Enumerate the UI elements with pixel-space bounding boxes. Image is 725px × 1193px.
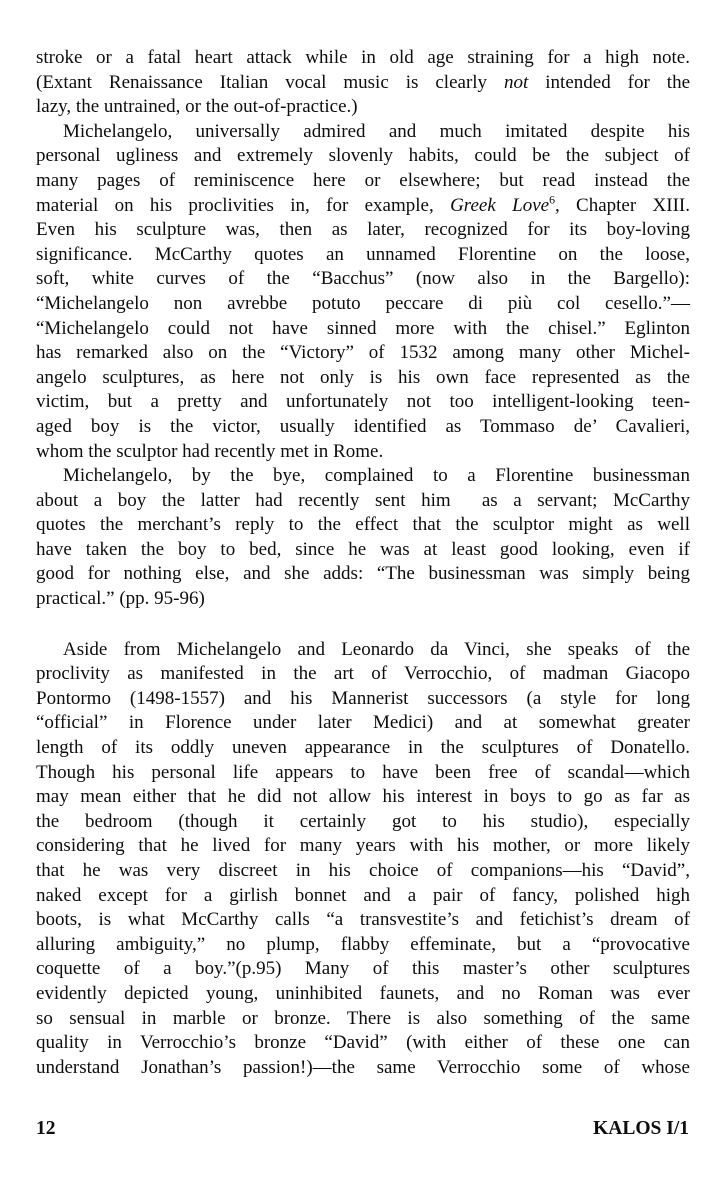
text-run: angelo sculptures, as here not only is his own face represented as the [36, 366, 690, 388]
text-run: Pontormo (1498-1557) and his Mannerist successors (a style for long [36, 687, 690, 709]
text-run: proclivity as manifested in the art of Verrocchio, of madman Giacopo [36, 663, 690, 685]
text-line [36, 933, 690, 958]
text-run: evidently depicted young, uninhibited faunets, and no Roman was ever [36, 982, 690, 1004]
text-line [36, 120, 690, 145]
text-line [36, 587, 690, 612]
text-run: significance. McCarthy quotes an unnamed Florentine on the loose, [36, 243, 690, 265]
text-run: so sensual in marble or bronze. There is also something of the same [36, 1007, 690, 1029]
text-line [36, 562, 690, 587]
text-run: has remarked also on the “Victory” of 1532 among many other Michel- [36, 342, 690, 364]
text-run: boots, is what McCarthy calls “a transvestite’s and fetichist’s dream of [36, 909, 690, 931]
text-run: considering that he lived for many years with his mother, or more likely [36, 835, 690, 857]
text-run: length of its oddly uneven appearance in the sculptures of Donatello. [36, 737, 690, 759]
text-run: quotes the merchant’s reply to the effect that the sculptor might as well [36, 514, 690, 536]
text-run: , Chapter XIII. [554, 194, 690, 216]
text-run: many pages of reminiscence here or elsewhere; but read instead the [36, 169, 690, 191]
text-line [36, 810, 690, 835]
text-line [36, 834, 690, 859]
text-run: aged boy is the victor, usually identified as Tommaso de’ Cavalieri, [36, 415, 690, 437]
text-run: understand Jonathan’s passion!)—the same Verrocchio some of whose [36, 1056, 690, 1078]
text-line [36, 785, 690, 810]
text-line [36, 687, 690, 712]
text-run: “Michelangelo non avrebbe potuto peccare di più col cesello.”— [36, 292, 690, 314]
text-line [36, 638, 690, 663]
text-line [36, 390, 690, 415]
text-run: Even his sculpture was, then as later, recognized for its boy-loving [36, 219, 690, 241]
text-run: the bedroom (though it certainly got to his studio), especially [36, 810, 690, 832]
text-run: Aside from Michelangelo and Leonardo da Vinci, she speaks of the [63, 638, 690, 660]
text-line [36, 908, 690, 933]
text-line [36, 415, 690, 440]
text-run: victim, but a pretty and unfortunately not too intelligent-looking teen- [36, 391, 690, 413]
text-run: Michelangelo, universally admired and much imitated despite his [63, 120, 690, 142]
text-line [36, 267, 690, 292]
text-run: quality in Verrocchio’s bronze “David” (with either of these one can [36, 1032, 690, 1054]
text-run: “Michelangelo could not have sinned more with the chisel.” Eglinton [36, 317, 690, 339]
text-run: may mean either that he did not allow his interest in boys to go as far as [36, 786, 690, 808]
text-line [36, 662, 690, 687]
text-line [36, 489, 690, 514]
text-run: Though his personal life appears to have been free of scandal—which [36, 761, 690, 783]
page-number: 12 [36, 1118, 56, 1139]
text-run: personal ugliness and extremely slovenly habits, could be the subject of [36, 145, 690, 167]
text-line [36, 513, 690, 538]
paragraph [36, 464, 690, 612]
text-line [36, 341, 690, 366]
text-line [36, 1056, 690, 1081]
paragraph [36, 638, 690, 1081]
text-line [36, 859, 690, 884]
text-run: practical.” (pp. 95-96) [36, 588, 205, 610]
text-line [36, 761, 690, 786]
text-run: “official” in Florence under later Medici) and at somewhat greater [36, 712, 690, 734]
text-line [36, 169, 690, 194]
text-run: coquette of a boy.”(p.95) Many of this master’s other sculptures [36, 958, 690, 980]
text-run: intended for the [528, 71, 691, 93]
text-line [36, 95, 690, 120]
text-run: soft, white curves of the “Bacchus” (now also in the Bargello): [36, 268, 690, 290]
text-line [36, 317, 690, 342]
text-line [36, 46, 690, 71]
text-run: alluring ambiguity,” no plump, flabby effeminate, but a “provocative [36, 933, 690, 955]
text-line [36, 1007, 690, 1032]
text-block [36, 46, 690, 1080]
text-run: have taken the boy to bed, since he was at least good looking, even if [36, 538, 690, 560]
text-line [36, 243, 690, 268]
text-line [36, 982, 690, 1007]
text-line [36, 440, 690, 465]
text-line [36, 736, 690, 761]
text-run: lazy, the untrained, or the out-of-practice.) [36, 96, 358, 118]
text-line [36, 538, 690, 563]
text-run: stroke or a fatal heart attack while in old age straining for a high note. [36, 47, 690, 68]
text-line [36, 711, 690, 736]
text-run: that he was very discreet in his choice of companions—his “David”, [36, 860, 690, 881]
text-line [36, 292, 690, 317]
text-line [36, 1031, 690, 1056]
page-footer [36, 1118, 689, 1140]
paragraph [36, 120, 690, 464]
text-line [36, 366, 690, 391]
text-run: naked except for a girlish bonnet and a pair of fancy, polished high [36, 884, 690, 906]
text-line [36, 71, 690, 96]
text-line [36, 884, 690, 909]
text-run: not [504, 71, 529, 93]
text-run: good for nothing else, and she adds: “The businessman was simply being [36, 563, 690, 585]
text-run: Michelangelo, by the bye, complained to a Florentine businessman [63, 465, 690, 487]
text-run: (Extant Renaissance Italian vocal music is clearly [36, 71, 505, 93]
footnote-marker: 6 [549, 193, 555, 207]
text-run: about a boy the latter had recently sent him as a servant; McCarthy [36, 489, 690, 511]
text-run: whom the sculptor had recently met in Rome. [36, 440, 384, 462]
text-line [36, 194, 690, 219]
paragraph [36, 46, 690, 120]
text-line [36, 144, 690, 169]
text-run: material on his proclivities in, for example, [36, 194, 451, 216]
text-line [36, 218, 690, 243]
text-run: Greek Love [450, 194, 550, 216]
text-line [36, 464, 690, 489]
journal-reference: KALOS I/1 [593, 1118, 689, 1139]
text-line [36, 957, 690, 982]
